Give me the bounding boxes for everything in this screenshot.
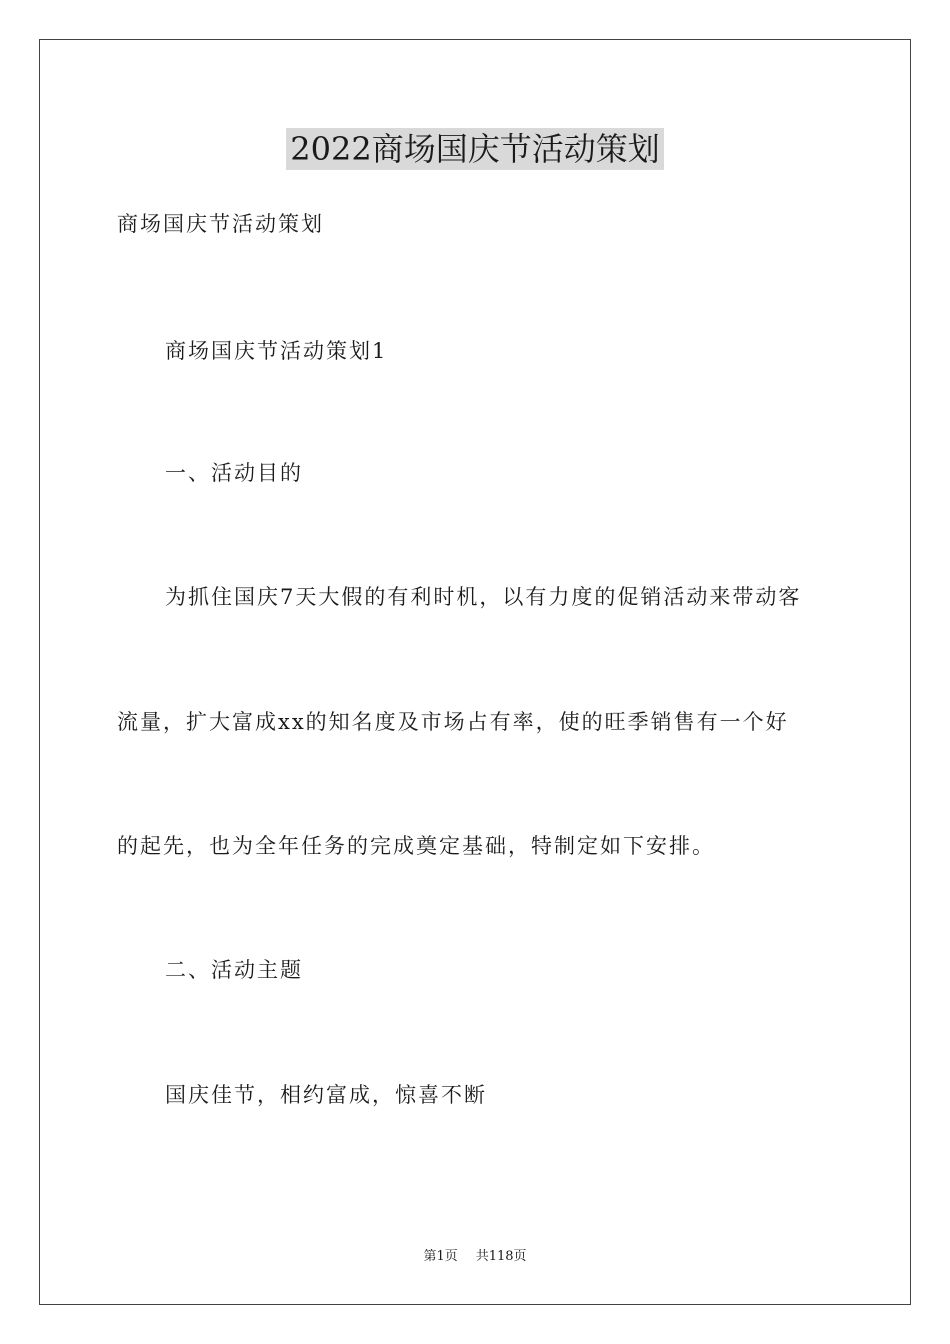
title-container xyxy=(0,128,950,170)
subtitle-line: 商场国庆节活动策划 xyxy=(117,212,324,236)
document-title: 2022商场国庆节活动策划 xyxy=(286,128,663,170)
page-footer xyxy=(0,1248,950,1266)
paragraph-line: 的起先，也为全年任务的完成奠定基础，特制定如下安排。 xyxy=(117,834,715,858)
page-total: 共118页 xyxy=(475,1249,527,1264)
page-number: 第1页 xyxy=(423,1249,458,1264)
section-heading: 商场国庆节活动策划1 xyxy=(165,339,388,363)
section-heading: 二、活动主题 xyxy=(165,958,303,982)
section-heading: 一、活动目的 xyxy=(165,461,303,485)
paragraph-line: 为抓住国庆7天大假的有利时机，以有力度的促销活动来带动客 xyxy=(165,585,802,609)
paragraph-line: 流量，扩大富成xx的知名度及市场占有率，使的旺季销售有一个好 xyxy=(117,710,789,734)
paragraph-line: 国庆佳节，相约富成，惊喜不断 xyxy=(165,1083,487,1107)
